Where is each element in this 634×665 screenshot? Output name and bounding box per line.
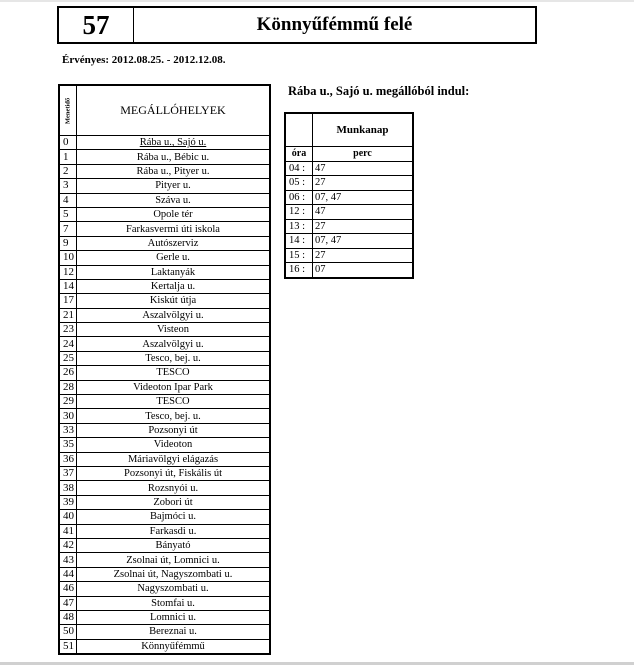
travel-time: 29	[59, 395, 77, 409]
departure-hour: 14 :	[285, 234, 313, 249]
stop-name: TESCO	[77, 366, 271, 380]
travel-time: 44	[59, 567, 77, 581]
departure-hour: 15 :	[285, 248, 313, 263]
stop-row	[59, 510, 270, 524]
stop-name: Bajmóci u.	[77, 510, 271, 524]
departure-row	[285, 234, 413, 249]
stop-row	[59, 596, 270, 610]
travel-time: 38	[59, 481, 77, 495]
departure-minutes: 07	[313, 263, 414, 278]
stop-name: Könnyűfémmű	[77, 639, 271, 654]
stop-name: Kertalja u.	[77, 279, 271, 293]
travel-time: 14	[59, 279, 77, 293]
departure-minutes: 27	[313, 176, 414, 191]
stop-row	[59, 625, 270, 639]
route-number: 57	[59, 8, 134, 42]
travel-time: 37	[59, 466, 77, 480]
stop-row	[59, 524, 270, 538]
stop-row	[59, 481, 270, 495]
stop-row	[59, 495, 270, 509]
stop-row	[59, 337, 270, 351]
stop-name: Pozsonyi út, Fiskális út	[77, 466, 271, 480]
stop-name: Rozsnyói u.	[77, 481, 271, 495]
validity-period: Érvényes: 2012.08.25. - 2012.12.08.	[62, 54, 226, 66]
stop-name: Autószerviz	[77, 236, 271, 250]
stops-header: MEGÁLLÓHELYEK	[77, 85, 271, 136]
travel-time: 25	[59, 351, 77, 365]
travel-time: 35	[59, 438, 77, 452]
stop-name: Tesco, bej. u.	[77, 351, 271, 365]
departure-hour: 06 :	[285, 190, 313, 205]
travel-time: 7	[59, 222, 77, 236]
stop-row	[59, 236, 270, 250]
travel-time: 47	[59, 596, 77, 610]
stop-row	[59, 308, 270, 322]
stop-name: Rába u., Bébic u.	[77, 150, 271, 164]
travel-time: 50	[59, 625, 77, 639]
travel-time: 9	[59, 236, 77, 250]
departure-row	[285, 161, 413, 176]
stops-table	[58, 84, 271, 655]
departure-row	[285, 190, 413, 205]
departure-minutes: 47	[313, 161, 414, 176]
stop-name: Gerle u.	[77, 251, 271, 265]
departure-minutes: 07, 47	[313, 234, 414, 249]
travel-time: 28	[59, 380, 77, 394]
stop-row	[59, 582, 270, 596]
departure-row	[285, 205, 413, 220]
stop-name: Videoton	[77, 438, 271, 452]
stop-row	[59, 294, 270, 308]
travel-time: 46	[59, 582, 77, 596]
stop-row	[59, 538, 270, 552]
stops-header-row	[59, 85, 270, 136]
stop-name: Zobori út	[77, 495, 271, 509]
route-destination: Könnyűfémmű felé	[256, 14, 413, 35]
travel-time: 43	[59, 553, 77, 567]
stop-row	[59, 265, 270, 279]
minute-column-header: perc	[313, 147, 414, 162]
stop-name: Aszalvölgyi u.	[77, 337, 271, 351]
departure-row	[285, 176, 413, 191]
stop-row	[59, 452, 270, 466]
top-edge	[0, 0, 634, 2]
stop-row	[59, 610, 270, 624]
departure-row	[285, 263, 413, 278]
timetable	[284, 112, 414, 279]
stop-row	[59, 351, 270, 365]
travel-time: 17	[59, 294, 77, 308]
travel-time: 21	[59, 308, 77, 322]
route-header	[57, 6, 537, 44]
travel-time: 5	[59, 207, 77, 221]
departure-hour: 16 :	[285, 263, 313, 278]
hour-column-header: óra	[285, 147, 313, 162]
stop-row	[59, 438, 270, 452]
stop-row	[59, 553, 270, 567]
travel-time: 41	[59, 524, 77, 538]
travel-time: 10	[59, 251, 77, 265]
stop-name: Száva u.	[77, 193, 271, 207]
travel-time: 24	[59, 337, 77, 351]
departure-minutes: 27	[313, 219, 414, 234]
daytype-row	[285, 113, 413, 147]
travel-time: 48	[59, 610, 77, 624]
travel-time: 23	[59, 323, 77, 337]
departure-hour: 13 :	[285, 219, 313, 234]
departure-row	[285, 248, 413, 263]
corner-cell	[285, 113, 313, 147]
departure-minutes: 47	[313, 205, 414, 220]
stop-row	[59, 279, 270, 293]
travel-time: 12	[59, 265, 77, 279]
stop-row	[59, 423, 270, 437]
travel-time: 0	[59, 136, 77, 150]
travel-time: 4	[59, 193, 77, 207]
departure-minutes: 27	[313, 248, 414, 263]
travel-time: 3	[59, 179, 77, 193]
stop-name: Visteon	[77, 323, 271, 337]
travel-time: 51	[59, 639, 77, 654]
stop-name: Nagyszombati u.	[77, 582, 271, 596]
stop-row	[59, 380, 270, 394]
travel-time: 2	[59, 164, 77, 178]
stop-row	[59, 395, 270, 409]
stop-row	[59, 179, 270, 193]
stop-name: Opole tér	[77, 207, 271, 221]
stop-name: Máriavölgyi elágazás	[77, 452, 271, 466]
travel-time: 33	[59, 423, 77, 437]
stop-row	[59, 639, 270, 654]
stop-row	[59, 207, 270, 221]
departure-hour: 05 :	[285, 176, 313, 191]
stop-name: Farkasdi u.	[77, 524, 271, 538]
departure-title: Rába u., Sajó u. megállóból indul:	[288, 84, 470, 98]
travel-time-header: Menetidő	[59, 85, 77, 136]
travel-time: 36	[59, 452, 77, 466]
stop-name: Pityer u.	[77, 179, 271, 193]
stop-row	[59, 150, 270, 164]
stop-row	[59, 164, 270, 178]
timetable-columns-row	[285, 147, 413, 162]
stop-name: Zsolnai út, Lomnici u.	[77, 553, 271, 567]
stop-row	[59, 251, 270, 265]
stop-name: Kiskút útja	[77, 294, 271, 308]
stop-name: Stomfai u.	[77, 596, 271, 610]
stop-row	[59, 193, 270, 207]
departure-row	[285, 219, 413, 234]
stop-row	[59, 466, 270, 480]
day-type-header: Munkanap	[313, 113, 414, 147]
stop-row	[59, 323, 270, 337]
travel-time: 1	[59, 150, 77, 164]
stop-name: Laktanyák	[77, 265, 271, 279]
stop-name: Aszalvölgyi u.	[77, 308, 271, 322]
travel-time: 39	[59, 495, 77, 509]
travel-time: 40	[59, 510, 77, 524]
stop-name: Tesco, bej. u.	[77, 409, 271, 423]
stop-name: Bányató	[77, 538, 271, 552]
stop-row	[59, 222, 270, 236]
stop-name: Farkasvermi úti iskola	[77, 222, 271, 236]
stop-name: Zsolnai út, Nagyszombati u.	[77, 567, 271, 581]
travel-time: 42	[59, 538, 77, 552]
stop-row	[59, 409, 270, 423]
stop-name: Pozsonyi út	[77, 423, 271, 437]
travel-time: 26	[59, 366, 77, 380]
departure-minutes: 07, 47	[313, 190, 414, 205]
stop-row	[59, 366, 270, 380]
stop-name: Rába u., Pityer u.	[77, 164, 271, 178]
stop-name: TESCO	[77, 395, 271, 409]
stop-name: Lomnici u.	[77, 610, 271, 624]
departure-hour: 04 :	[285, 161, 313, 176]
stop-row	[59, 567, 270, 581]
stop-name: Bereznai u.	[77, 625, 271, 639]
stop-row	[59, 136, 270, 150]
travel-time: 30	[59, 409, 77, 423]
stop-name: Rába u., Sajó u.	[77, 136, 271, 150]
departure-hour: 12 :	[285, 205, 313, 220]
stop-name: Videoton Ipar Park	[77, 380, 271, 394]
